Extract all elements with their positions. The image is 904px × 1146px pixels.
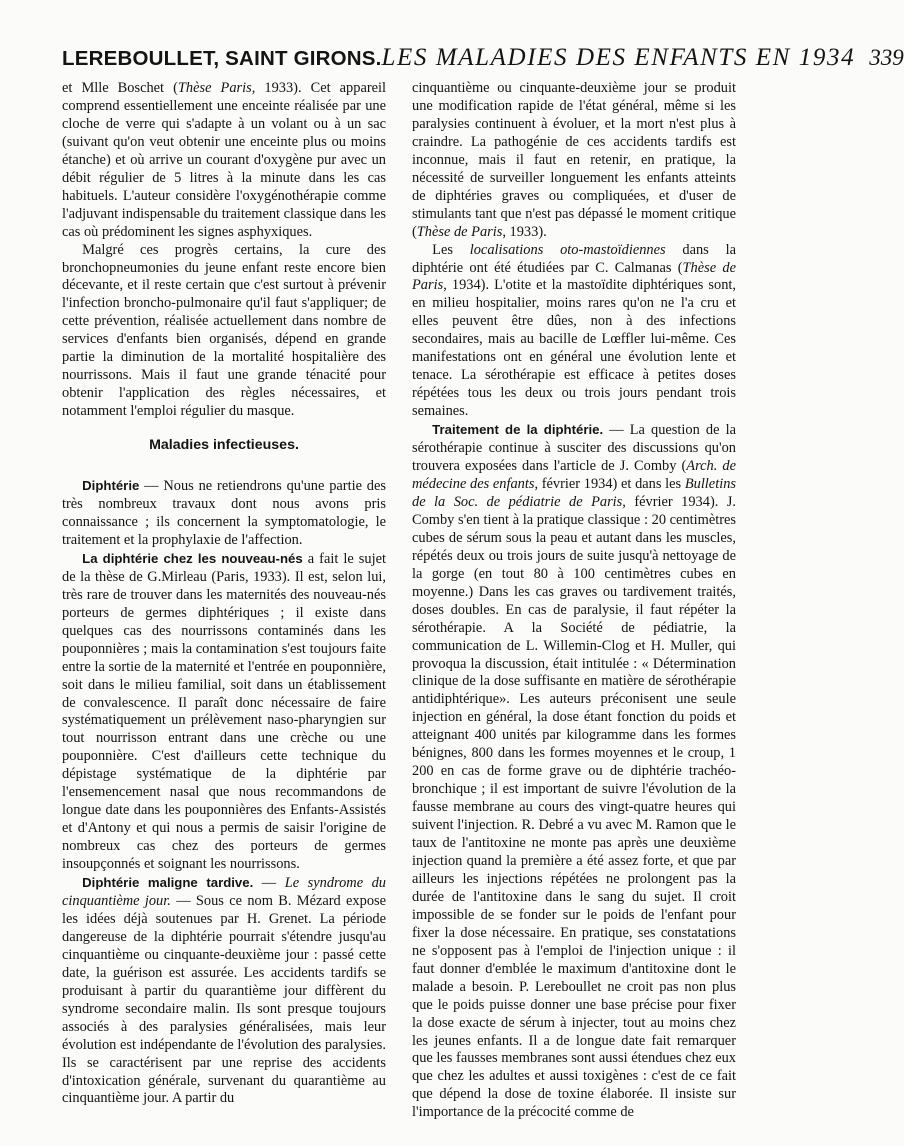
run-in-heading: Diphtérie maligne tardive. [82, 875, 254, 891]
right-column [412, 80, 736, 1122]
paragraph: cinquantième ou cinquante-deuxième jour se produit une modification rapide de l'état général, même si les paralysies continuent à évoluer, et la mort n'est plus à craindre. La pathogénie de ces accidents tardifs est inconnue, mais il faut en retenir, en pratique, la nécessité de surveiller longuement les enfants atteints de diphtéries graves ou compliquées, et d'user de stimulants tant que n'est pas dépassé le moment critique (Thèse de Paris, 1933). [412, 80, 736, 240]
page-number: 339 [869, 45, 904, 70]
paragraph: Malgré ces progrès certains, la cure des bronchopneumonies du jeune enfant reste encore bien décevante, et il reste certain que c'est surtout à prévenir l'infection broncho-pulmonaire qu'il faut s'appliquer; de cette prévention, réalisée actuellement dans nombre de services d'enfants bien organisés, dépend en grande partie la diminution de la mortalité hospitalière des nourrissons. Mais il faut une grande ténacité pour obtenir l'application des règles nécessaires, et notamment l'emploi régulier du masque. [62, 241, 386, 420]
run-in-heading: La diphtérie chez les nouveau-nés [82, 550, 303, 566]
run-in-heading: Diphtérie [82, 478, 140, 494]
left-column [62, 80, 386, 1108]
running-header [62, 44, 904, 78]
paragraph: Traitement de la diphtérie. — La question de la sérothérapie continue à susciter des discussions qu'on trouvera exposées dans l'article de J. Comby (Arch. de médecine des enfants, février 1934) et dans les Bulletins de la Soc. de pédiatrie de Paris, février 1934). J. Comby s'en tient à la pratique classique : 20 centimètres cubes de sérum sous la peau et autant dans les muscles, répétés deux ou trois jours de suite jusqu'à nettoyage de la gorge (en tout 80 à 100 centimètres cubes en moyenne.) Dans les cas graves ou tardivement traités, doses doubles. En cas de paralysie, il faut répéter la sérothérapie. A la Société de pédiatrie, la communication de L. Willemin-Clog et H. Muller, qui provoqua la discussion, était intitulée : « Détermination clinique de la dose suffisante en matière de sérothérapie antidiphtérique». Les auteurs préconisent une seule injection en général, la dose étant fonction du poids et atteignant 400 unités par kilogramme dans les formes bénignes, 800 dans les formes moyennes et le croup, 1 200 en cas de forme grave ou de diphtérie trachéo-bronchique ; il est important de suivre l'évolution de la fausse membrane au cours des vingt-quatre heures qui suivent l'injection. R. Debré a vu avec M. Ramon que le taux de l'antitoxine ne monte pas après une deuxième injection quand la première a été assez forte, et que par ailleurs les injections répétées ne prolongent pas la durée de l'antitoxine dans le sang du sujet. Il croit impossible de se fonder sur le poids de l'enfant pour fixer la dose nécessaire. En pratique, ses constatations ne s'opposent pas à l'emploi de l'injection unique : il faut donner d'emblée le maximum d'antitoxine dont le malade a besoin. P. Lereboullet ne croit pas non plus que le poids puisse donner une base précise pour fixer la dose exacte de sérum à injecter, tout au moins chez les jeunes enfants. Il a de longue date fait remarquer que les fausses membranes sont aussi étendues chez eux que chez les adultes et aussi toxigènes : c'est de ce fait que dépend la dose de toxine élaborée. Il insiste sur l'importance de la précocité comme de [412, 422, 737, 1121]
run-in-heading: Traitement de la diphtérie. [432, 422, 604, 438]
header-title: LES MALADIES DES ENFANTS EN 1934 [381, 44, 856, 71]
paragraph: Diphtérie maligne tardive. — Le syndrome du cinquantième jour. — Sous ce nom B. Mézard expose les idées déjà soutenues par H. Grenet. La période dangereuse de la diphtérie pourrait s'étendre jusqu'au cinquantième ou cinquante-deuxième jour : passé cette date, la guérison est assurée. Les accidents tardifs se produisant à partir du quarantième jour diffèrent du syndrome secondaire malin. Ils sont presque toujours associés à des paralysies généralisées, mais leur évolution est indépendante de l'évolution des paralysies. Ils se caractérisent par une reprise des accidents d'intoxication générale, survenant du quarantième au cinquantième jour. A partir du [62, 875, 387, 1107]
paragraph: et Mlle Boschet (Thèse Paris, 1933). Cet appareil comprend essentiellement une enceinte réalisée par une cloche de verre qui s'adapte à un volant ou à un sac (suivant qu'on veut obtenir une enceinte plus ou moins étanche) et où arrive un courant d'oxygène pur avec un débit régulier de 5 litres à la minute dans les cas habituels. L'auteur considère l'oxygénothérapie comme l'adjuvant indispensable du traitement classique dans les cas où prédominent les signes asphyxiques. [62, 80, 387, 240]
paragraph: Les localisations oto-mastoïdiennes dans la diphtérie ont été étudiées par C. Calmanas (Thèse de Paris, 1934). L'otite et la mastoïdite diphtériques sont, en milieu hospitalier, moins rares qu'on ne l'a cru et elles peuvent être dûes, non à des infections secondaires, mais au bacille de Lœffler lui-même. Ces manifestations ont en général une évolution lente et tenace. La sérothérapie est efficace à petites doses répétées tous les deux ou trois jours pendant trois semaines. [412, 241, 736, 420]
header-authors: LEREBOULLET, SAINT GIRONS. [62, 47, 382, 70]
paragraph: La diphtérie chez les nouveau-nés a fait le sujet de la thèse de G.Mirleau (Paris, 1933). Il est, selon lui, très rare de trouver dans les maternités des nouveau-nés porteurs de germes diphtériques ; il existe dans quelques cas des nourrissons contaminés dans les pouponnières ; mais la contamination s'est toujours faite entre la sortie de la maternité et l'entrée en pouponnière, soit dans le milieu familial, soit dans un établissement de convalescence. Il paraît donc nécessaire de faire systématiquement un prélèvement naso-pharyngien sur tout nourrisson entrant dans une crèche ou une pouponnière. C'est d'ailleurs cette technique du dépistage systématique de la diphtérie par l'ensemencement nasal que nous recommandons de longue date dans les pouponnières des Enfants-Assistés et d'Antony et qui nous a permis de saisir l'origine de nombreux cas chez des porteurs de germes insoupçonnés et soignant les nourrissons. [62, 550, 386, 873]
section-heading: Maladies infectieuses. [149, 437, 299, 454]
paragraph: Diphtérie — Nous ne retiendrons qu'une partie des très nombreux travaux dont nous avons pris connaissance ; ils concernent la symptomatologie, le traitement et la prophylaxie de l'affection. [62, 478, 386, 548]
